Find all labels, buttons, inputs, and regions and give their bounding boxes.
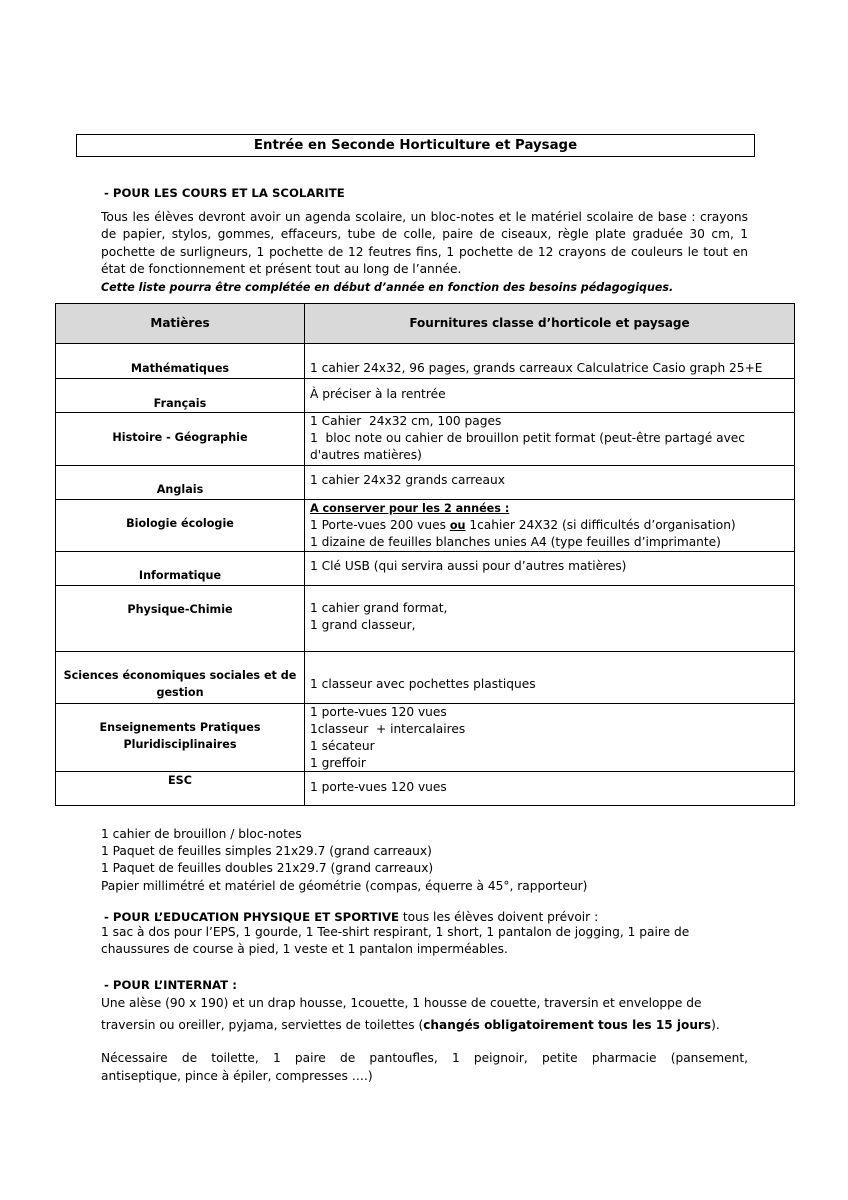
list-item: Papier millimétré et matériel de géométrie (compas, équerre à 45°, rapporteur) (101, 878, 588, 893)
subject-name: Histoire - Géographie (112, 431, 248, 444)
paragraph-line: pochette de surligneurs, 1 pochette de 12 feutres fins, 1 pochette de 12 crayons de couleurs le tout en (101, 244, 748, 259)
supply-line: 1 grand classeur, (310, 618, 416, 632)
internat-text: ). (711, 1018, 720, 1032)
supply-line: 1 Cahier 24x32 cm, 100 pages (310, 414, 502, 428)
paragraph-line: 1 sac à dos pour l’EPS, 1 gourde, 1 Tee-shirt respirant, 1 short, 1 pantalon de jogging, 1 paire de (101, 925, 690, 939)
supply-line: 1 cahier 24x32, 96 pages, grands carreaux Calculatrice Casio graph 25+E (310, 361, 763, 375)
internat-emphasis: changés obligatoirement tous les 15 jours (423, 1018, 712, 1032)
header-supplies: Fournitures classe d’horticole et paysage (409, 316, 690, 330)
subject-cell (56, 360, 304, 377)
column-divider (304, 304, 305, 805)
supplies-cell (305, 676, 794, 693)
subject-name: ESC (168, 774, 192, 787)
subject-name: Sciences économiques sociales et de (63, 669, 297, 682)
table-row (56, 378, 794, 412)
supply-line: 1 greffoir (310, 756, 366, 770)
list-item: 1 Paquet de feuilles simples 21x29.7 (grand carreaux) (101, 844, 432, 859)
supply-line: 1 dizaine de feuilles blanches unies A4 (type feuilles d’imprimante) (310, 535, 721, 549)
subject-cell (56, 772, 304, 789)
subject-cell (56, 567, 304, 584)
pedagogical-note: Cette liste pourra être complétée en début d’année en fonction des besoins pédagogiques. (101, 280, 674, 294)
supplies-table (55, 303, 795, 806)
supply-line: 1classeur + intercalaires (310, 722, 466, 736)
subject-cell (56, 719, 304, 753)
subject-cell (56, 395, 304, 412)
paragraph-line: Nécessaire de toilette, 1 paire de pantoufles, 1 peignoir, petite pharmacie (pansement, (101, 1051, 748, 1065)
supplies-cell (305, 386, 794, 403)
subject-name: Enseignements Pratiques (99, 721, 261, 734)
internat-text: traversin ou oreiller, pyjama, serviettes de toilettes ( (101, 1018, 424, 1032)
table-row (56, 585, 794, 651)
paragraph-line: antiseptique, pince à épiler, compresses ….) (101, 1068, 373, 1083)
subject-cell (56, 667, 304, 701)
document-title: Entrée en Seconde Horticulture et Paysage (76, 134, 755, 157)
header-subject: Matières (150, 316, 210, 330)
eps-intro: tous les élèves doivent prévoir : (399, 910, 599, 924)
subject-cell (56, 429, 304, 446)
supply-text: 1cahier 24X32 (si difficultés d’organisation) (465, 518, 736, 532)
table-row (56, 412, 794, 465)
supplies-cell (305, 413, 794, 464)
section-heading-cours: - POUR LES COURS ET LA SCOLARITE (104, 186, 345, 200)
subject-cell (56, 601, 304, 618)
table-row (56, 651, 794, 703)
paragraph-line: chaussures de course à pied, 1 veste et 1 pantalon imperméables. (101, 942, 508, 956)
paragraph-line: de papier, stylos, gommes, effaceurs, tube de colle, paire de ciseaux, règle plate graduée 30 cm, 1 (101, 227, 748, 242)
table-row (56, 465, 794, 499)
table-row (56, 771, 794, 805)
list-item: 1 Paquet de feuilles doubles 21x29.7 (grand carreaux) (101, 861, 434, 876)
paragraph-line: Tous les élèves devront avoir un agenda scolaire, un bloc-notes et le matériel scolaire de base : crayons (101, 210, 748, 224)
supply-line: 1 cahier 24x32 grands carreaux (310, 473, 505, 487)
toiletries-paragraph (101, 1050, 748, 1085)
subject-name: Français (153, 397, 207, 410)
subject-name: Physique-Chimie (127, 603, 233, 616)
supply-heading: A conserver pour les 2 années : (310, 502, 510, 515)
section-heading-internat: - POUR L’INTERNAT : (104, 978, 237, 992)
table-header-row (56, 304, 794, 343)
subject-name: gestion (156, 686, 204, 699)
extra-items-list (101, 826, 587, 895)
supplies-cell (305, 500, 794, 551)
table-row (56, 343, 794, 378)
paragraph-line: état de fonctionnement et présent tout au long de l’année. (101, 262, 462, 277)
subject-cell (56, 515, 304, 532)
table-row (56, 703, 794, 771)
internat-line (101, 1014, 720, 1035)
table-row (56, 499, 794, 551)
supply-line: 1 bloc note ou cahier de brouillon petit format (peut-être partagé avec (310, 431, 746, 445)
list-item: 1 cahier de brouillon / bloc-notes (101, 827, 302, 841)
subject-name: Mathématiques (130, 362, 230, 375)
internat-line: Une alèse (90 x 190) et un drap housse, 1couette, 1 housse de couette, traversin et enveloppe de (101, 996, 702, 1010)
supply-line: 1 classeur avec pochettes plastiques (310, 677, 536, 691)
subject-name: Biologie écologie (126, 517, 234, 530)
supply-line (310, 517, 794, 534)
alternative-emphasis: ou (449, 519, 466, 532)
supply-line: 1 sécateur (310, 739, 375, 753)
table-row (56, 551, 794, 585)
supply-line: 1 porte-vues 120 vues (310, 780, 447, 794)
eps-paragraph (101, 924, 689, 958)
subject-name: Anglais (156, 483, 204, 496)
supply-line: d'autres matières) (310, 448, 422, 462)
supply-line: 1 Clé USB (qui servira aussi pour d’autres matières) (310, 559, 627, 573)
subject-name: Informatique (138, 569, 222, 582)
supplies-cell (305, 600, 794, 634)
supply-text: 1 Porte-vues 200 vues (310, 518, 450, 532)
cours-paragraph (101, 209, 748, 296)
supplies-cell (305, 704, 794, 772)
supplies-cell (305, 360, 794, 377)
supplies-cell (305, 558, 794, 575)
supply-line: À préciser à la rentrée (310, 387, 446, 401)
supply-line: 1 porte-vues 120 vues (310, 705, 447, 719)
subject-cell (56, 481, 304, 498)
subject-name: Pluridisciplinaires (123, 738, 237, 751)
supplies-cell (305, 472, 794, 489)
section-heading-eps: - POUR L’EDUCATION PHYSIQUE ET SPORTIVE (104, 910, 399, 924)
supply-line: 1 cahier grand format, (310, 601, 448, 615)
supplies-cell (305, 779, 794, 796)
